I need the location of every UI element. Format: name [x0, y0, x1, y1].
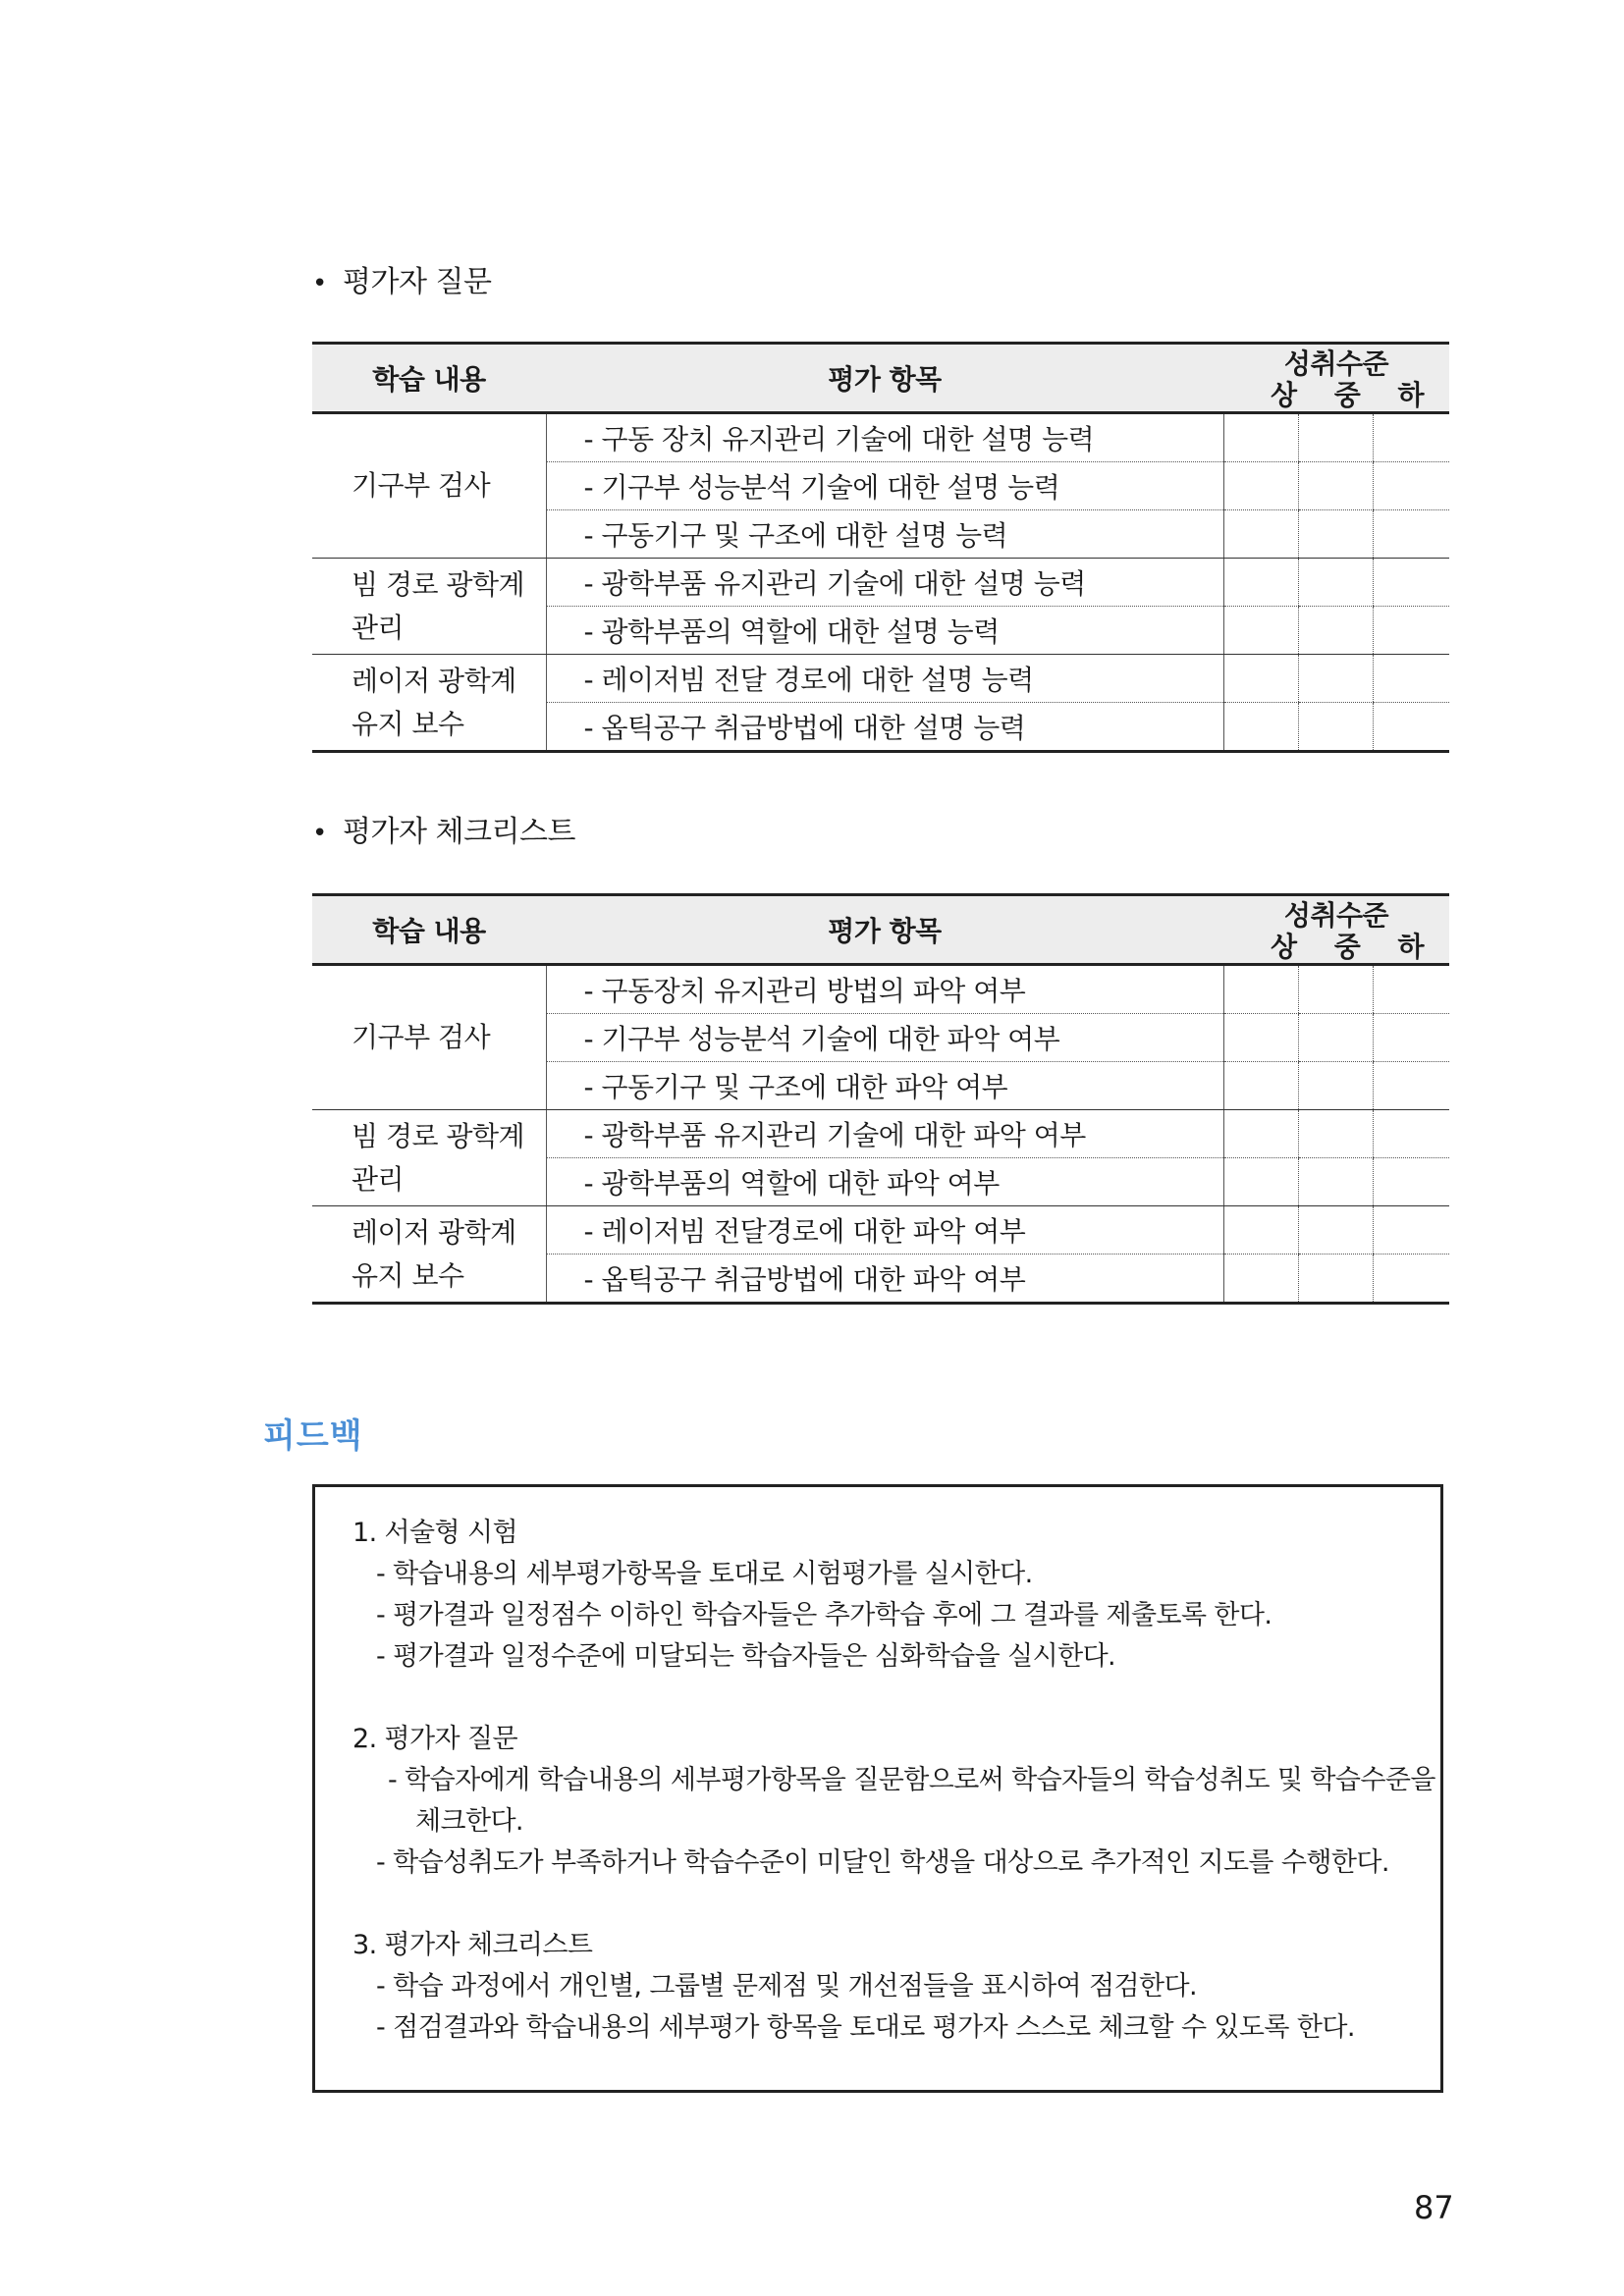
header-level-title: 성취수준	[1283, 899, 1389, 932]
feedback-title: 피드백	[263, 1416, 363, 1456]
item-cell: - 광학부품의 역할에 대한 설명 능력	[546, 607, 1223, 655]
item-cell: - 기구부 성능분석 기술에 대한 파악 여부	[546, 1014, 1223, 1062]
level-high-cell[interactable]	[1223, 655, 1298, 703]
content-cell: 빔 경로 광학계 관리	[312, 559, 546, 655]
header-level-low: 하	[1397, 931, 1425, 963]
table-row	[312, 965, 1449, 1014]
header-level-high: 상	[1271, 379, 1297, 411]
level-mid-cell[interactable]	[1298, 1014, 1373, 1062]
level-low-cell[interactable]	[1373, 413, 1449, 462]
level-mid-cell[interactable]	[1298, 703, 1373, 752]
header-content: 학습 내용	[312, 895, 546, 965]
table-header-row	[312, 344, 1449, 413]
section-title: 평가자 질문	[343, 265, 492, 299]
item-cell: - 광학부품의 역할에 대한 파악 여부	[546, 1158, 1223, 1206]
table-row	[312, 1110, 1449, 1158]
table-row	[312, 1206, 1449, 1255]
content-cell: 레이저 광학계 유지 보수	[312, 1206, 546, 1304]
level-high-cell[interactable]	[1223, 1158, 1298, 1206]
feedback-box	[312, 1484, 1443, 2093]
feedback-line: - 평가결과 일정점수 이하인 학습자들은 추가학습 후에 그 결과를 제출토록 한다.	[376, 1600, 1272, 1630]
content-cell: 기구부 검사	[312, 965, 546, 1110]
level-low-cell[interactable]	[1373, 1158, 1449, 1206]
feedback-group-essay	[352, 1513, 1405, 1678]
header-level-high: 상	[1271, 931, 1297, 963]
header-level-low: 하	[1397, 379, 1425, 411]
section-heading-evaluator-checklist	[312, 807, 575, 850]
level-mid-cell[interactable]	[1298, 1206, 1373, 1255]
level-high-cell[interactable]	[1223, 559, 1298, 607]
level-mid-cell[interactable]	[1298, 965, 1373, 1014]
item-cell: - 기구부 성능분석 기술에 대한 설명 능력	[546, 462, 1223, 510]
feedback-line: - 학습 과정에서 개인별, 그룹별 문제점 및 개선점들을 표시하여 점검한다.	[376, 1971, 1197, 2002]
level-low-cell[interactable]	[1373, 965, 1449, 1014]
level-mid-cell[interactable]	[1298, 1062, 1373, 1110]
level-low-cell[interactable]	[1373, 1255, 1449, 1304]
level-low-cell[interactable]	[1373, 1062, 1449, 1110]
level-low-cell[interactable]	[1373, 462, 1449, 510]
table-header-row	[312, 895, 1449, 965]
feedback-heading: 2. 평가자 질문	[352, 1724, 517, 1754]
header-achievement-level	[1223, 344, 1449, 413]
level-mid-cell[interactable]	[1298, 1158, 1373, 1206]
level-mid-cell[interactable]	[1298, 1255, 1373, 1304]
content-cell: 빔 경로 광학계 관리	[312, 1110, 546, 1206]
level-high-cell[interactable]	[1223, 1255, 1298, 1304]
item-cell: - 옵틱공구 취급방법에 대한 파악 여부	[546, 1255, 1223, 1304]
level-mid-cell[interactable]	[1298, 607, 1373, 655]
feedback-line: - 학습내용의 세부평가항목을 토대로 시험평가를 실시한다.	[376, 1559, 1033, 1589]
level-low-cell[interactable]	[1373, 1206, 1449, 1255]
feedback-heading: 1. 서술형 시험	[352, 1518, 517, 1548]
page-number: 87	[1414, 2189, 1454, 2226]
feedback-heading: 3. 평가자 체크리스트	[352, 1930, 593, 1960]
feedback-line: 체크한다.	[415, 1806, 523, 1837]
header-content: 학습 내용	[312, 344, 546, 413]
level-high-cell[interactable]	[1223, 1014, 1298, 1062]
level-high-cell[interactable]	[1223, 607, 1298, 655]
item-cell: - 광학부품 유지관리 기술에 대한 파악 여부	[546, 1110, 1223, 1158]
item-cell: - 옵틱공구 취급방법에 대한 설명 능력	[546, 703, 1223, 752]
header-level-mid: 중	[1333, 379, 1361, 411]
evaluator-checklist-table	[312, 893, 1449, 1305]
level-low-cell[interactable]	[1373, 1110, 1449, 1158]
level-mid-cell[interactable]	[1298, 559, 1373, 607]
item-cell: - 구동기구 및 구조에 대한 파악 여부	[546, 1062, 1223, 1110]
level-high-cell[interactable]	[1223, 1062, 1298, 1110]
content-cell: 레이저 광학계 유지 보수	[312, 655, 546, 752]
level-mid-cell[interactable]	[1298, 462, 1373, 510]
item-cell: - 구동기구 및 구조에 대한 설명 능력	[546, 510, 1223, 559]
level-mid-cell[interactable]	[1298, 655, 1373, 703]
feedback-group-questions	[352, 1719, 1435, 1884]
level-mid-cell[interactable]	[1298, 1110, 1373, 1158]
level-high-cell[interactable]	[1223, 1110, 1298, 1158]
level-low-cell[interactable]	[1373, 703, 1449, 752]
header-item: 평가 항목	[546, 344, 1223, 413]
level-high-cell[interactable]	[1223, 965, 1298, 1014]
header-achievement-level	[1223, 895, 1449, 965]
header-level-title: 성취수준	[1283, 347, 1389, 380]
header-item: 평가 항목	[546, 895, 1223, 965]
section-title: 평가자 체크리스트	[343, 815, 575, 849]
bullet: •	[312, 819, 327, 848]
level-low-cell[interactable]	[1373, 1014, 1449, 1062]
level-low-cell[interactable]	[1373, 607, 1449, 655]
item-cell: - 광학부품 유지관리 기술에 대한 설명 능력	[546, 559, 1223, 607]
section-heading-evaluator-questions	[312, 257, 491, 300]
feedback-line: - 학습자에게 학습내용의 세부평가항목을 질문함으로써 학습자들의 학습성취도 및 학습수준을	[388, 1765, 1435, 1795]
feedback-line: - 학습성취도가 부족하거나 학습수준이 미달인 학생을 대상으로 추가적인 지도를 수행한다.	[376, 1847, 1389, 1878]
table-row	[312, 655, 1449, 703]
feedback-group-checklist	[352, 1925, 1405, 2049]
item-cell: - 레이저빔 전달 경로에 대한 설명 능력	[546, 655, 1223, 703]
item-cell: - 구동장치 유지관리 방법의 파악 여부	[546, 965, 1223, 1014]
table-row	[312, 559, 1449, 607]
bullet: •	[312, 269, 327, 298]
header-level-mid: 중	[1333, 931, 1361, 963]
level-mid-cell[interactable]	[1298, 510, 1373, 559]
level-high-cell[interactable]	[1223, 462, 1298, 510]
level-high-cell[interactable]	[1223, 413, 1298, 462]
feedback-line: - 평가결과 일정수준에 미달되는 학습자들은 심화학습을 실시한다.	[376, 1641, 1116, 1672]
feedback-line: - 점검결과와 학습내용의 세부평가 항목을 토대로 평가자 스스로 체크할 수 있도록 한다.	[376, 2012, 1355, 2043]
content-cell: 기구부 검사	[312, 413, 546, 559]
item-cell: - 레이저빔 전달경로에 대한 파악 여부	[546, 1206, 1223, 1255]
level-high-cell[interactable]	[1223, 703, 1298, 752]
table-row	[312, 413, 1449, 462]
item-cell: - 구동 장치 유지관리 기술에 대한 설명 능력	[546, 413, 1223, 462]
level-low-cell[interactable]	[1373, 655, 1449, 703]
level-mid-cell[interactable]	[1298, 413, 1373, 462]
level-low-cell[interactable]	[1373, 510, 1449, 559]
level-high-cell[interactable]	[1223, 1206, 1298, 1255]
evaluator-questions-table	[312, 342, 1449, 753]
level-low-cell[interactable]	[1373, 559, 1449, 607]
level-high-cell[interactable]	[1223, 510, 1298, 559]
